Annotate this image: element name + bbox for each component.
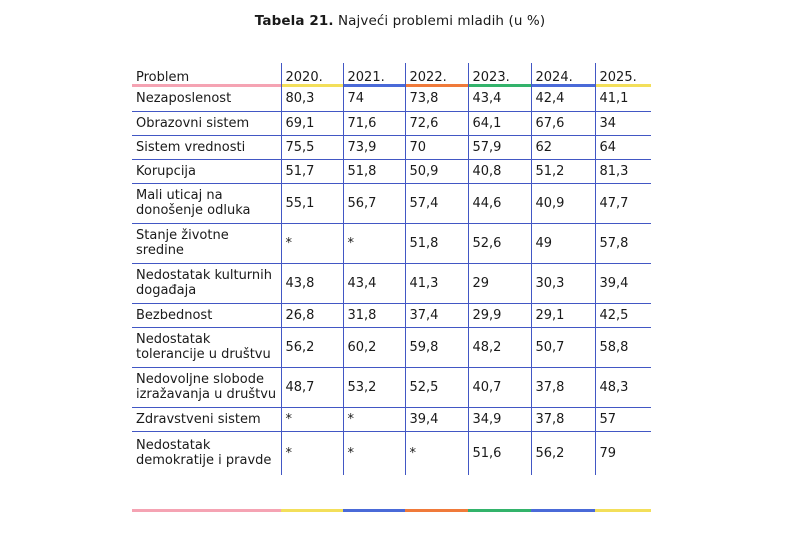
value-cell: 26,8 bbox=[281, 303, 343, 327]
header-year: 2023. bbox=[468, 63, 531, 87]
problem-label: Bezbednost bbox=[132, 303, 281, 327]
accent-bar bbox=[281, 509, 343, 512]
value-cell: 48,2 bbox=[468, 327, 531, 367]
value-cell: 51,2 bbox=[531, 159, 595, 183]
table-title bbox=[0, 13, 800, 29]
value-cell: 72,6 bbox=[405, 111, 468, 135]
problem-label: Nedovoljne slobode izražavanja u društvu bbox=[132, 367, 281, 407]
value-cell: 67,6 bbox=[531, 111, 595, 135]
table-caption: Najveći problemi mladih (u %) bbox=[333, 13, 546, 29]
accent-bar bbox=[468, 509, 531, 512]
value-cell: 64,1 bbox=[468, 111, 531, 135]
problem-label: Nedostatak tolerancije u društvu bbox=[132, 327, 281, 367]
value-cell: 64 bbox=[595, 135, 651, 159]
value-cell: 57 bbox=[595, 407, 651, 431]
problem-label: Sistem vrednosti bbox=[132, 135, 281, 159]
table-body bbox=[132, 87, 651, 475]
value-cell: 58,8 bbox=[595, 327, 651, 367]
value-cell: * bbox=[281, 223, 343, 263]
value-cell: 40,7 bbox=[468, 367, 531, 407]
value-cell: 39,4 bbox=[595, 263, 651, 303]
value-cell: 40,9 bbox=[531, 183, 595, 223]
value-cell: 29 bbox=[468, 263, 531, 303]
value-cell: 56,2 bbox=[531, 431, 595, 475]
value-cell: 43,8 bbox=[281, 263, 343, 303]
table-row bbox=[132, 183, 651, 223]
value-cell: 59,8 bbox=[405, 327, 468, 367]
value-cell: 39,4 bbox=[405, 407, 468, 431]
value-cell: 40,8 bbox=[468, 159, 531, 183]
value-cell: 80,3 bbox=[281, 87, 343, 111]
value-cell: 52,6 bbox=[468, 223, 531, 263]
table-row bbox=[132, 87, 651, 111]
header-year: 2020. bbox=[281, 63, 343, 87]
table-number: Tabela 21. bbox=[254, 13, 334, 29]
value-cell: * bbox=[405, 431, 468, 475]
table-row bbox=[132, 327, 651, 367]
value-cell: 55,1 bbox=[281, 183, 343, 223]
table-row bbox=[132, 223, 651, 263]
table-row bbox=[132, 431, 651, 475]
value-cell: * bbox=[343, 223, 405, 263]
value-cell: 53,2 bbox=[343, 367, 405, 407]
problem-label: Nedostatak demokratije i pravde bbox=[132, 431, 281, 475]
value-cell: 57,4 bbox=[405, 183, 468, 223]
table-row bbox=[132, 263, 651, 303]
value-cell: 34 bbox=[595, 111, 651, 135]
value-cell: 50,9 bbox=[405, 159, 468, 183]
problem-label: Zdravstveni sistem bbox=[132, 407, 281, 431]
value-cell: 37,8 bbox=[531, 407, 595, 431]
value-cell: * bbox=[343, 431, 405, 475]
value-cell: 74 bbox=[343, 87, 405, 111]
value-cell: 31,8 bbox=[343, 303, 405, 327]
value-cell: 37,8 bbox=[531, 367, 595, 407]
value-cell: 37,4 bbox=[405, 303, 468, 327]
header-year: 2025. bbox=[595, 63, 651, 87]
problem-label: Nedostatak kulturnih događaja bbox=[132, 263, 281, 303]
value-cell: 42,4 bbox=[531, 87, 595, 111]
value-cell: * bbox=[343, 407, 405, 431]
value-cell: 75,5 bbox=[281, 135, 343, 159]
header-year: 2022. bbox=[405, 63, 468, 87]
value-cell: 56,2 bbox=[281, 327, 343, 367]
header-row bbox=[132, 63, 651, 87]
value-cell: 69,1 bbox=[281, 111, 343, 135]
accent-bar bbox=[531, 509, 595, 512]
value-cell: 51,6 bbox=[468, 431, 531, 475]
value-cell: 50,7 bbox=[531, 327, 595, 367]
value-cell: 49 bbox=[531, 223, 595, 263]
accent-bar bbox=[595, 509, 651, 512]
value-cell: 81,3 bbox=[595, 159, 651, 183]
accent-bar bbox=[132, 509, 281, 512]
value-cell: 47,7 bbox=[595, 183, 651, 223]
header-year: 2021. bbox=[343, 63, 405, 87]
value-cell: 29,9 bbox=[468, 303, 531, 327]
value-cell: 73,9 bbox=[343, 135, 405, 159]
header-year: 2024. bbox=[531, 63, 595, 87]
problem-label: Obrazovni sistem bbox=[132, 111, 281, 135]
table-row bbox=[132, 111, 651, 135]
value-cell: 51,8 bbox=[343, 159, 405, 183]
accent-bar bbox=[343, 509, 405, 512]
value-cell: 73,8 bbox=[405, 87, 468, 111]
problem-label: Korupcija bbox=[132, 159, 281, 183]
table-row bbox=[132, 303, 651, 327]
value-cell: 57,9 bbox=[468, 135, 531, 159]
youth-problems-table bbox=[132, 63, 651, 475]
value-cell: 51,7 bbox=[281, 159, 343, 183]
problem-label: Mali uticaj na donošenje odluka bbox=[132, 183, 281, 223]
problem-label: Nezaposlenost bbox=[132, 87, 281, 111]
value-cell: * bbox=[281, 431, 343, 475]
table-row bbox=[132, 407, 651, 431]
value-cell: 44,6 bbox=[468, 183, 531, 223]
value-cell: 60,2 bbox=[343, 327, 405, 367]
value-cell: 51,8 bbox=[405, 223, 468, 263]
table-row bbox=[132, 159, 651, 183]
value-cell: 29,1 bbox=[531, 303, 595, 327]
value-cell: 56,7 bbox=[343, 183, 405, 223]
value-cell: 57,8 bbox=[595, 223, 651, 263]
value-cell: 43,4 bbox=[468, 87, 531, 111]
value-cell: * bbox=[281, 407, 343, 431]
table-row bbox=[132, 367, 651, 407]
bottom-accent-bars bbox=[132, 509, 651, 512]
value-cell: 42,5 bbox=[595, 303, 651, 327]
value-cell: 30,3 bbox=[531, 263, 595, 303]
value-cell: 48,7 bbox=[281, 367, 343, 407]
value-cell: 43,4 bbox=[343, 263, 405, 303]
value-cell: 71,6 bbox=[343, 111, 405, 135]
accent-bar bbox=[405, 509, 468, 512]
header-problem: Problem bbox=[132, 63, 281, 87]
problem-label: Stanje životne sredine bbox=[132, 223, 281, 263]
value-cell: 48,3 bbox=[595, 367, 651, 407]
value-cell: 70 bbox=[405, 135, 468, 159]
value-cell: 41,1 bbox=[595, 87, 651, 111]
value-cell: 34,9 bbox=[468, 407, 531, 431]
table-row bbox=[132, 135, 651, 159]
value-cell: 52,5 bbox=[405, 367, 468, 407]
value-cell: 79 bbox=[599, 445, 617, 461]
value-cell: 62 bbox=[531, 135, 595, 159]
value-cell: 41,3 bbox=[405, 263, 468, 303]
